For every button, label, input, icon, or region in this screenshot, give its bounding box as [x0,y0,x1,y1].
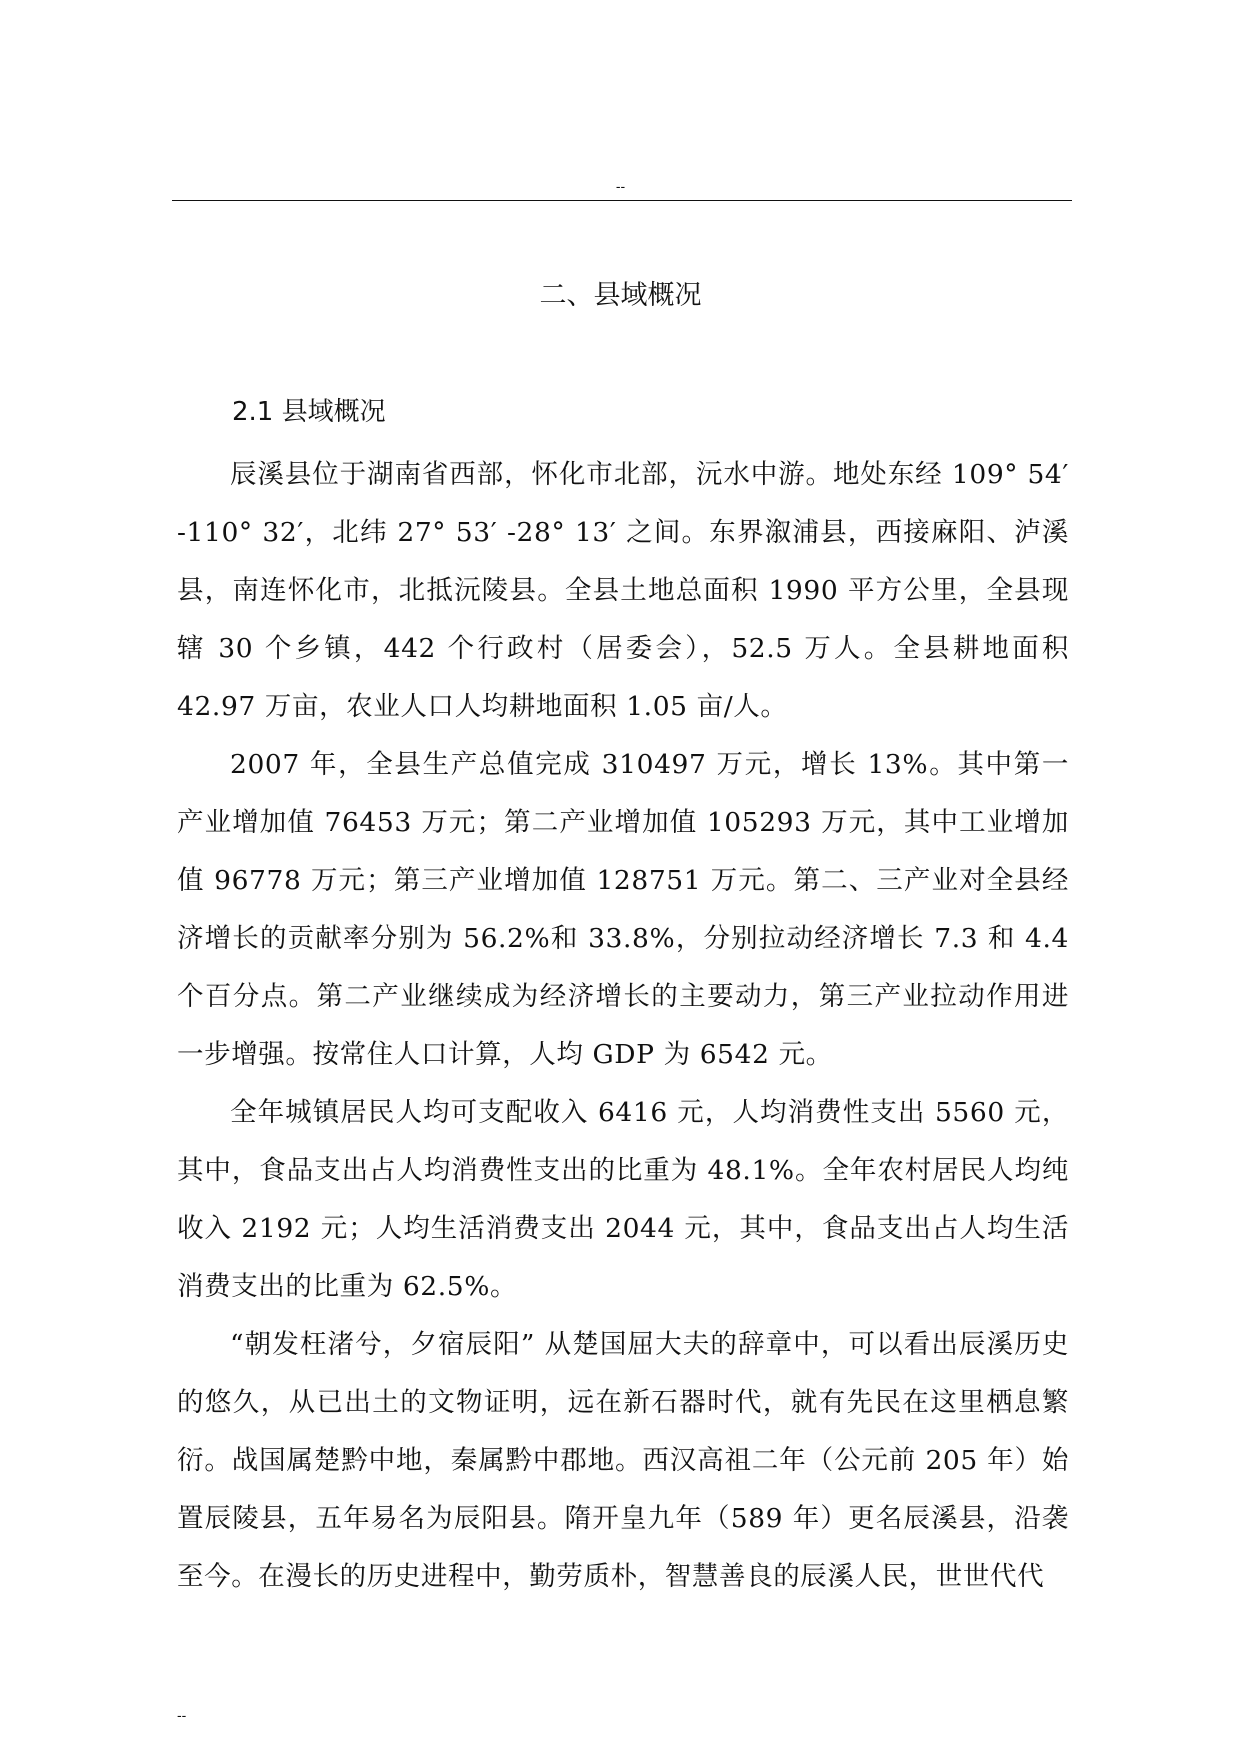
paragraph-location: 辰溪县位于湖南省西部，怀化市北部，沅水中游。地处东经 109° 54′ -110° 32′，北纬 27° 53′ -28° 13′ 之间。东界溆浦县，西接麻阳、泸溪县，南连怀化市，北抵沅陵县。全县土地总面积 1990 平方公里，全县现辖 30 个乡镇，442 个行政村（居委会），52.5 万人。全县耕地面积 42.97 万亩，农业人口人均耕地面积 1.05 亩/人。 [177,459,1069,722]
header-mark: -- [615,178,626,194]
chapter-title: 二、县域概况 [539,280,702,311]
header-rule [172,200,1072,201]
paragraph-economy: 2007 年，全县生产总值完成 310497 万元，增长 13%。其中第一产业增加值 76453 万元；第二产业增加值 105293 万元，其中工业增加值 96778 万元；第三产业增加值 128751 万元。第二、三产业对全县经济增长的贡献率分别为 56.2%和 33.8%，分别拉动经济增长 7.3 和 4.4 个百分点。第二产业继续成为经济增长的主要动力，第三产业拉动作用进一步增强。按常住人口计算，人均 GDP 为 6542 元。 [177,749,1069,1070]
paragraph-income: 全年城镇居民人均可支配收入 6416 元，人均消费性支出 5560 元，其中，食品支出占人均消费性支出的比重为 48.1%。全年农村居民人均纯收入 2192 元；人均生活消费支出 2044 元，其中，食品支出占人均生活消费支出的比重为 62.5%。 [177,1097,1069,1302]
section-title: 2.1 县域概况 [232,397,386,427]
body-text [177,446,1069,1606]
footer-mark: -- [177,1707,187,1723]
paragraph-history: “朝发枉渚兮，夕宿辰阳” 从楚国屈大夫的辞章中，可以看出辰溪历史的悠久，从已出土的文物证明，远在新石器时代，就有先民在这里栖息繁衍。战国属楚黔中地，秦属黔中郡地。西汉高祖二年（公元前 205 年）始置辰陵县，五年易名为辰阳县。隋开皇九年（589 年）更名辰溪县，沿袭至今。在漫长的历史进程中，勤劳质朴，智慧善良的辰溪人民，世世代代 [177,1329,1069,1592]
